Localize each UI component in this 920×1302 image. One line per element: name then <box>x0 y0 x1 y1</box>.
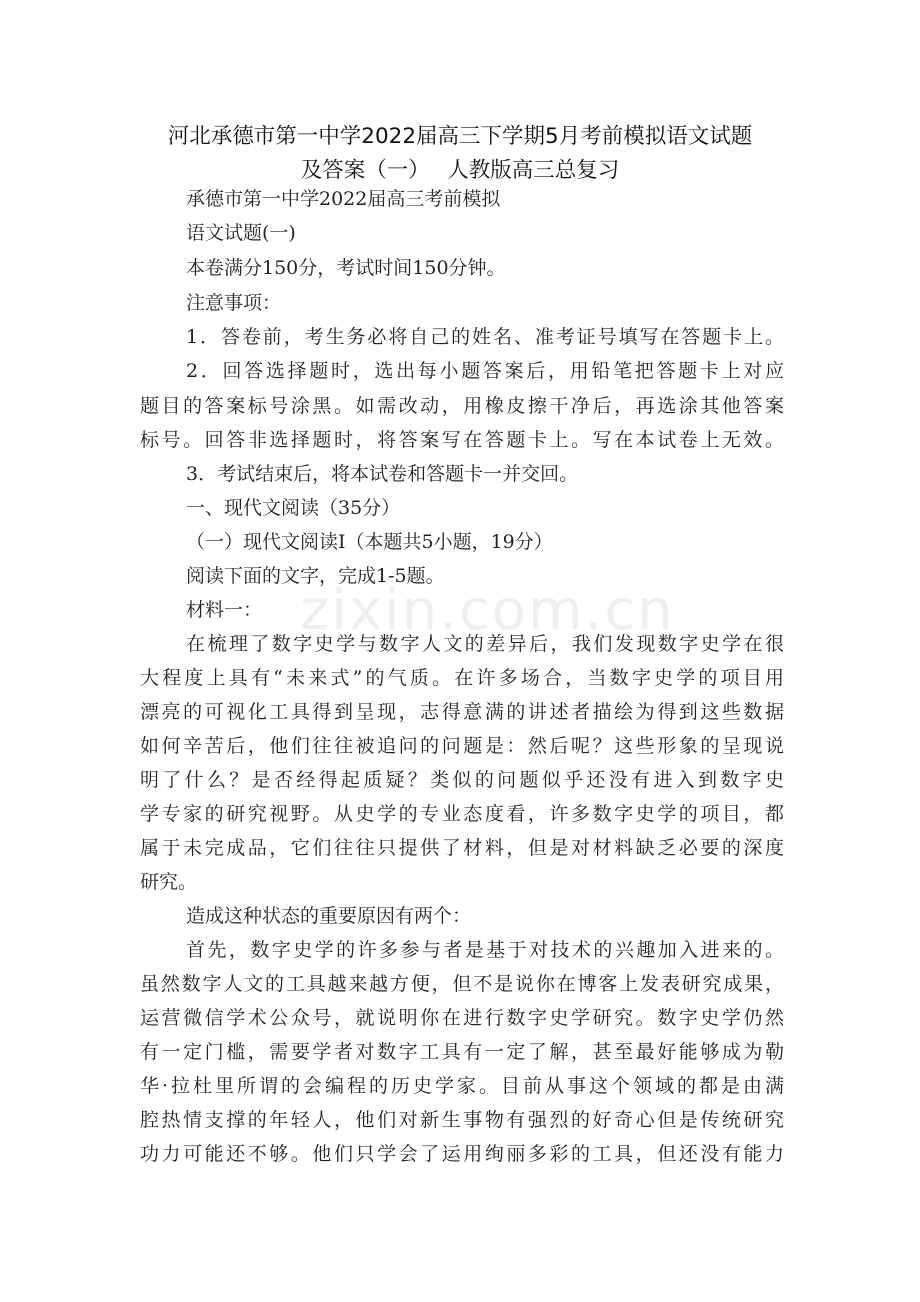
material-label: 材料一： <box>186 599 263 621</box>
notice-2-line-2: 题目的答案标号涂黑。如需改动，用橡皮擦干净后，再选涂其他答案 <box>140 395 784 417</box>
instruction: 阅读下面的文字，完成1-5题。 <box>186 565 445 587</box>
notice-3: 3．考试结束后，将本试卷和答题卡一并交回。 <box>186 463 579 485</box>
para1-line: 明了什么？是否经得起质疑？类似的问题似乎还没有进入到数字史 <box>140 769 784 791</box>
school-line: 承德市第一中学2022届高三考前模拟 <box>186 188 501 210</box>
para3-line: 虽然数字人文的工具越来越方便，但不是说你在博客上发表研究成果， <box>140 973 784 995</box>
para1-line: 如何辛苦后，他们往往被追问的问题是：然后呢？这些形象的呈现说 <box>140 735 784 757</box>
title-line-1: 河北承德市第一中学2022届高三下学期5月考前模拟语文试题 <box>167 124 753 149</box>
sub-section-heading: （一）现代文阅读Ⅰ（本题共5小题，19分） <box>186 531 553 553</box>
para2: 造成这种状态的重要原因有两个： <box>186 905 472 927</box>
para3-line: 首先，数字史学的许多参与者是基于对技术的兴趣加入进来的。 <box>186 939 784 961</box>
part-1-heading: 一、现代文阅读（35分） <box>186 497 401 519</box>
para3-line: 华·拉杜里所谓的会编程的历史学家。目前从事这个领域的都是由满 <box>140 1075 784 1097</box>
notice-heading: 注意事项： <box>186 292 282 314</box>
para3-line: 腔热情支撑的年轻人，他们对新生事物有强烈的好奇心但是传统研究 <box>140 1109 784 1131</box>
para3-line: 运营微信学术公众号，就说明你在进行数字史学研究。数字史学仍然 <box>140 1007 784 1029</box>
notice-2-line-1: 2．回答选择题时，选出每小题答案后，用铅笔把答题卡上对应 <box>186 360 784 382</box>
para1-line: 漂亮的可视化工具得到呈现，志得意满的讲述者描绘为得到这些数据 <box>140 701 784 723</box>
notice-2-line-3: 标号。回答非选择题时，将答案写在答题卡上。写在本试卷上无效。 <box>140 429 784 451</box>
para1-line: 属于未完成品，它们往往只提供了材料，但是对材料缺乏必要的深度 <box>140 837 784 859</box>
paper-name: 语文试题(一) <box>186 222 296 244</box>
watermark: zixin.com.cn <box>300 578 675 643</box>
title-line-2: 及答案（一） 人教版高三总复习 <box>300 158 620 183</box>
para1-line: 在梳理了数字史学与数字人文的差异后，我们发现数字史学在很 <box>186 633 784 655</box>
para1-line: 大程度上具有“未来式”的气质。在许多场合，当数字史学的项目用 <box>140 667 784 689</box>
para1-line: 研究。 <box>140 871 198 893</box>
para1-line: 学专家的研究视野。从史学的专业态度看，许多数字史学的项目，都 <box>140 803 784 825</box>
score-time: 本卷满分150分，考试时间150分钟。 <box>186 257 506 279</box>
notice-1: 1．答卷前，考生务必将自己的姓名、准考证号填写在答题卡上。 <box>186 326 784 348</box>
para3-line: 有一定门槛，需要学者对数字工具有一定了解，甚至最好能够成为勒 <box>140 1041 784 1063</box>
para3-line: 功力可能还不够。他们只学会了运用绚丽多彩的工具，但还没有能力 <box>140 1143 784 1165</box>
